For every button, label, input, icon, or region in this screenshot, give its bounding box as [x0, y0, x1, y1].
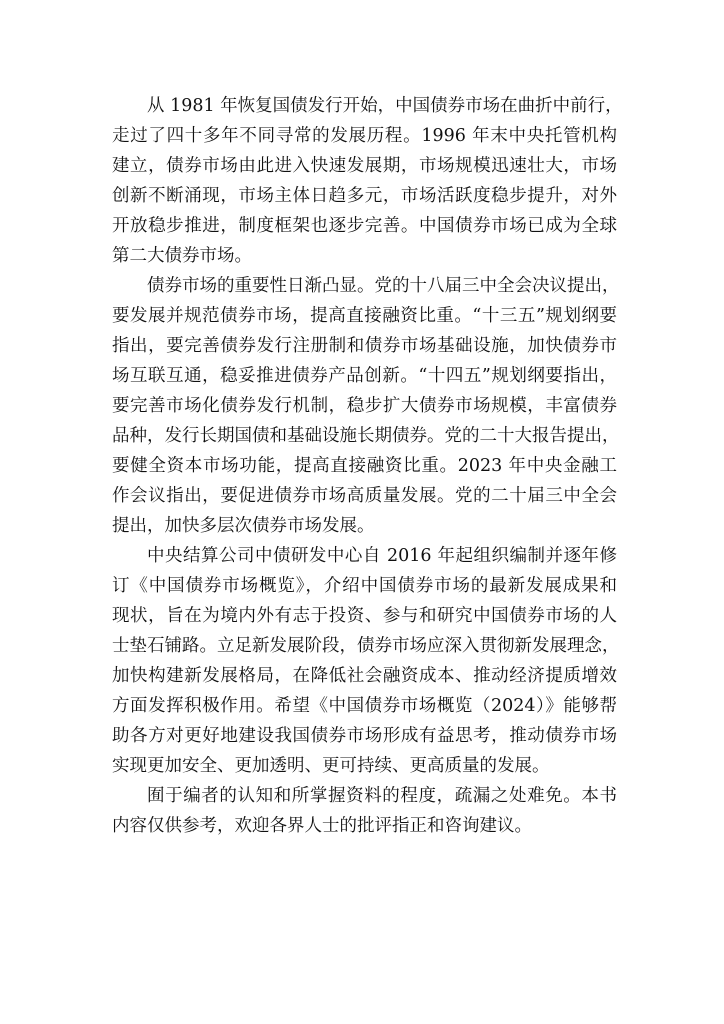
paragraph-line: 场互联互通，稳妥推进债券产品创新。“十四五”规划纲要指出，	[112, 366, 617, 386]
paragraph-2	[112, 271, 620, 541]
paragraph-line: 指出，要完善债券发行注册制和债券市场基础设施，加快债券市	[112, 336, 617, 356]
paragraph-line: 内容仅供参考，欢迎各界人士的批评指正和咨询建议。	[112, 816, 532, 836]
paragraph-line: 债券市场的重要性日渐凸显。党的十八届三中全会决议提出，	[147, 276, 620, 296]
paragraph-line: 现状，旨在为境内外有志于投资、参与和研究中国债券市场的人	[112, 606, 617, 626]
paragraph-line: 开放稳步推进，制度框架也逐步完善。中国债券市场已成为全球	[112, 216, 617, 236]
document-page	[112, 91, 623, 841]
paragraph-line: 订《中国债券市场概览》，介绍中国债券市场的最新发展成果和	[112, 576, 617, 596]
paragraph-line: 提出，加快多层次债券市场发展。	[112, 516, 375, 536]
paragraph-4	[112, 781, 617, 841]
paragraph-line: 品种，发行长期国债和基础设施长期债券。党的二十大报告提出，	[112, 426, 620, 446]
paragraph-line: 实现更加安全、更加透明、更可持续、更高质量的发展。	[112, 756, 550, 776]
paragraph-line: 从 1981 年恢复国债发行开始，中国债券市场在曲折中前行，	[147, 96, 623, 116]
paragraph-line: 加快构建新发展格局，在降低社会融资成本、推动经济提质增效	[112, 666, 617, 686]
paragraph-1	[112, 91, 623, 271]
paragraph-line: 要健全资本市场功能，提高直接融资比重。2023 年中央金融工	[112, 456, 617, 476]
paragraph-line: 士垫石铺路。立足新发展阶段，债券市场应深入贯彻新发展理念，	[112, 636, 620, 656]
paragraph-line: 要完善市场化债券发行机制，稳步扩大债券市场规模，丰富债券	[112, 396, 617, 416]
paragraph-line: 第二大债券市场。	[112, 246, 252, 266]
paragraph-line: 建立，债券市场由此进入快速发展期，市场规模迅速壮大，市场	[112, 156, 617, 176]
paragraph-line: 囿于编者的认知和所掌握资料的程度，疏漏之处难免。本书	[147, 786, 617, 806]
paragraph-line: 作会议指出，要促进债券市场高质量发展。党的二十届三中全会	[112, 486, 617, 506]
paragraph-line: 中央结算公司中债研发中心自 2016 年起组织编制并逐年修	[147, 546, 617, 566]
paragraph-line: 要发展并规范债券市场，提高直接融资比重。“十三五”规划纲要	[112, 306, 617, 326]
paragraph-3	[112, 541, 620, 781]
paragraph-line: 走过了四十多年不同寻常的发展历程。1996 年末中央托管机构	[112, 126, 617, 146]
paragraph-line: 方面发挥积极作用。希望《中国债券市场概览（2024）》能够帮	[112, 696, 617, 716]
paragraph-line: 助各方对更好地建设我国债券市场形成有益思考，推动债券市场	[112, 726, 617, 746]
paragraph-line: 创新不断涌现，市场主体日趋多元，市场活跃度稳步提升，对外	[112, 186, 617, 206]
